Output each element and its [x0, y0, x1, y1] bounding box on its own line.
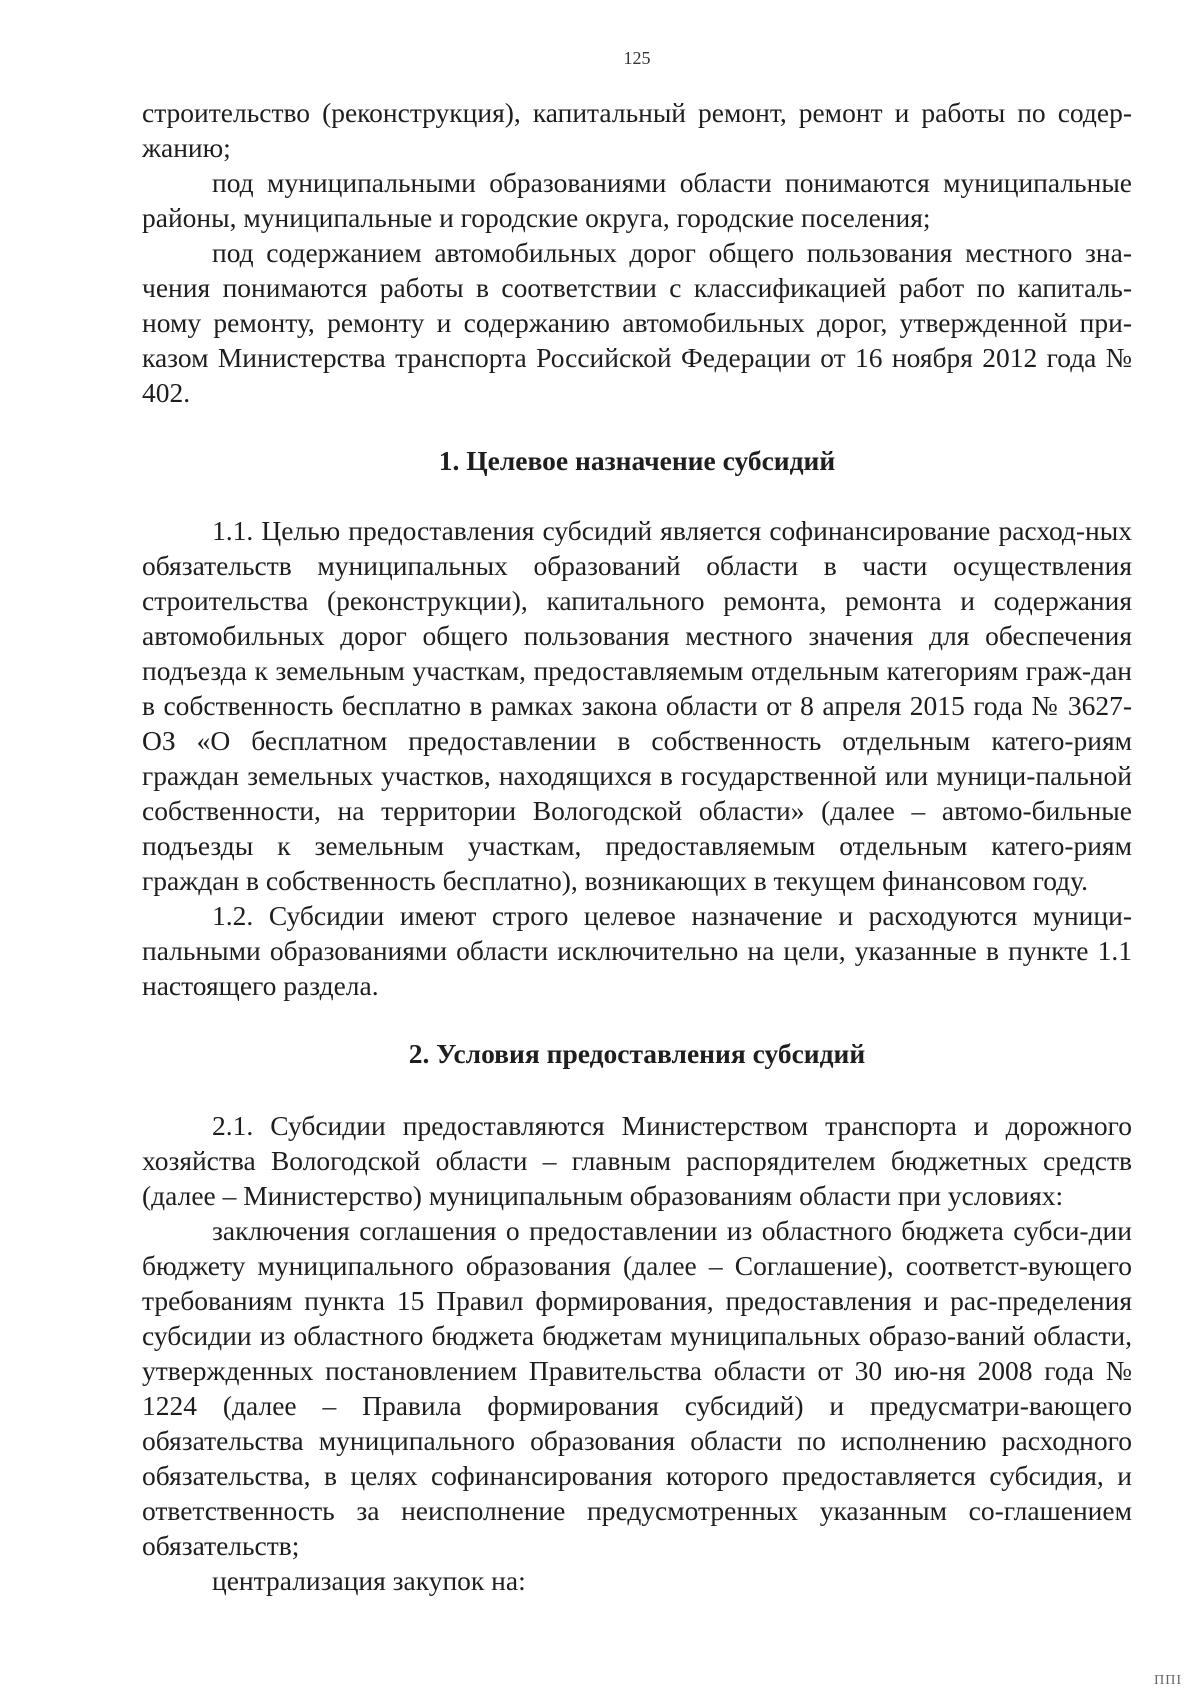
clause-2-1-condition-agreement: заключения соглашения о предоставлении из областного бюджета субси-дии бюджету муниципального образования (далее – Соглашение), соответст-вующего требованиям пункта 15 Правил формирования, предоставления и рас-пределения субсидии из областного бюджета бюджетам муниципальных образо-ваний области, утвержденных постановлением Правительства области от 30 ию-ня 2008 года № 1224 (далее – Правила формирования субсидий) и предусматри-вающего обязательства муниципального образования области по исполнению расходного обязательства, в целях софинансирования которого предоставляется субсидия, и ответственность за неисполнение предусмотренных указанным со-глашением обязательств; — [142, 1215, 1132, 1561]
page-number: 125 — [623, 48, 651, 68]
section-2-title: 2. Условия предоставления субсидий — [408, 1038, 866, 1069]
spacer — [142, 478, 1132, 513]
spacer — [142, 1003, 1132, 1036]
intro-paragraph-3: под содержанием автомобильных дорог общего пользования местного зна-чения понимаются работы в соответствии с классификацией работ по капиталь-ному ремонту, ремонту и содержанию автомобильных дорог, утвержденной при-казом Министерства транспорта Российской Федерации от 16 ноября 2012 года № 402. — [142, 237, 1132, 408]
clause-1-1: 1.1. Целью предоставления субсидий является софинансирование расход-ных обязательств муниципальных образований области в части осуществления строительства (реконструкции), капитального ремонта, ремонта и содержания автомобильных дорог общего пользования местного значения для обеспечения подъезда к земельным участкам, предоставляемым отдельным категориям граж-дан в собственность бесплатно в рамках закона области от 8 апреля 2015 года № 3627-ОЗ «О бесплатном предоставлении в собственность отдельным катего-риям граждан земельных участков, находящихся в государственной или муници-пальной собственности, на территории Вологодской области» (далее – автомо-бильные подъезды к земельным участкам, предоставляемым отдельным катего-риям граждан в собственность бесплатно), возникающих в текущем финансовом году. — [142, 515, 1132, 896]
intro-paragraph-1: строительство (реконструкция), капитальный ремонт, ремонт и работы по содер-жанию; — [142, 97, 1132, 163]
spacer — [142, 410, 1132, 443]
document-body — [142, 95, 1132, 1598]
clause-2-1: 2.1. Субсидии предоставляются Министерством транспорта и дорожного хозяйства Вологодской области – главным распорядителем бюджетных средств (далее – Министерство) муниципальным образованиям области при условиях: — [142, 1110, 1132, 1211]
clause-2-1-condition-procurement: централизация закупок на: — [212, 1565, 526, 1596]
clause-1-2: 1.2. Субсидии имеют строго целевое назначение и расходуются муници-пальными образованиями области исключительно на цели, указанные в пункте 1.1 настоящего раздела. — [142, 900, 1132, 1001]
spacer — [142, 1071, 1132, 1108]
scan-mark: ППІ — [1154, 1673, 1182, 1688]
intro-paragraph-2: под муниципальными образованиями области понимаются муниципальные районы, муниципальные и городские округа, городские поселения; — [142, 167, 1132, 233]
section-1-title: 1. Целевое назначение субсидий — [438, 445, 836, 476]
